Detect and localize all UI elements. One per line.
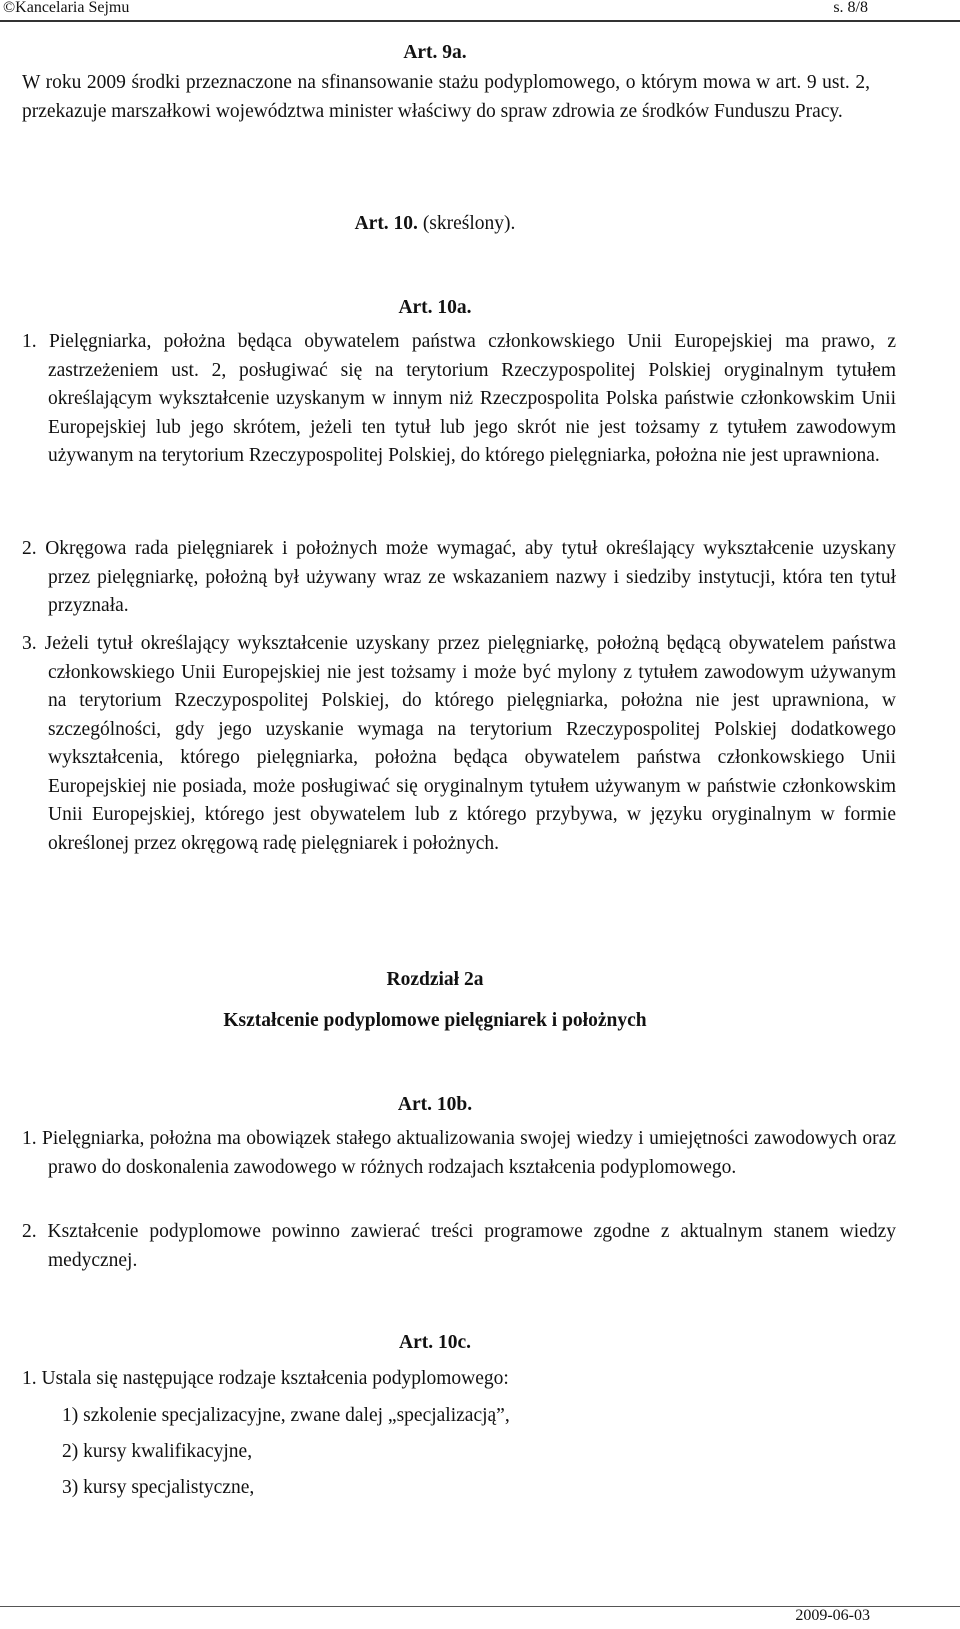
art-10c-paragraph-1: 1. Ustala się następujące rodzaje kształcenia podyplomowego: [22, 1368, 509, 1389]
art-10b-paragraph-2: 2. Kształcenie podyplomowe powinno zawierać treści programowe zgodne z aktualnym stanem wiedzy medycznej. [22, 1221, 896, 1271]
art-10-title: Art. 10. [354, 213, 418, 234]
page-footer [0, 1606, 960, 1629]
footer-date: 2009-06-03 [795, 1607, 870, 1624]
page-header [0, 0, 960, 22]
page-number: s. 8/8 [833, 0, 868, 16]
art-10a-paragraph-1: 1. Pielęgniarka, położna będąca obywatelem państwa członkowskiego Unii Europejskiej ma prawo, z zastrzeżeniem ust. 2, posługiwać się na terytorium Rzeczypospolitej Polskiej oryginalnym tytułem określającym wykształcenie uzyskanym w innym niż Rzeczpospolita Polska państwie członkowskim Unii Europejskiej lub jego skrótem, jeżeli ten tytuł lub jego skrót nie jest tożsamy z tytułem zawodowym używanym na terytorium Rzeczypospolitej Polskiej, do którego pielęgniarka, położna nie jest uprawniona. [22, 331, 896, 466]
chapter-number: Rozdział 2a [386, 969, 484, 990]
art-10a-title: Art. 10a. [398, 297, 472, 318]
art-10b-title: Art. 10b. [397, 1094, 473, 1115]
art-10-heading [0, 213, 870, 235]
art-10a-paragraph-2: 2. Okręgowa rada pielęgniarek i położnych może wymagać, aby tytuł określający wykształcenie uzyskany przez pielęgniarkę, położną był używany wraz ze wskazaniem nazwy i siedziby instytucji, która ten tytuł przyznała. [22, 538, 896, 616]
art-10a-paragraph-3: 3. Jeżeli tytuł określający wykształcenie uzyskany przez pielęgniarkę, położną będącą obywatelem państwa członkowskiego Unii Europejskiej nie jest tożsamy i może być mylony z tytułem zawodowym używanym na terytorium Rzeczypospolitej Polskiej, do którego pielęgniarka, położna nie jest uprawniona, w szczególności, gdy jego uzyskanie wymaga na terytorium Rzeczypospolitej Polskiej dodatkowego wykształcenia, którego pielęgniarka, położna będąca obywatelem państwa członkowskiego Unii Europejskiej nie posiada, może posługiwać się oryginalnym tytułem używanym w państwie członkowskim Unii Europejskiej, którego jest obywatelem lub z którego przybywa, w języku oryginalnym w formie określonej przez okręgową radę pielęgniarek i położnych. [22, 633, 896, 854]
chapter-title: Kształcenie podyplomowe pielęgniarek i położnych [223, 1010, 647, 1031]
art-10c-title: Art. 10c. [398, 1332, 471, 1353]
art-10-note: (skreślony). [422, 213, 516, 234]
art-9a-title: Art. 9a. [403, 42, 467, 63]
art-10c-list-item: 2) kursy kwalifikacyjne, [62, 1441, 253, 1462]
art-10c-list-item: 1) szkolenie specjalizacyjne, zwane dalej „specjalizacją”, [62, 1405, 510, 1426]
art-9a-text: W roku 2009 środki przeznaczone na sfinansowanie stażu podyplomowego, o którym mowa w art. 9 ust. 2, przekazuje marszałkowi województwa minister właściwy do spraw zdrowia ze środków Funduszu Pracy. [22, 72, 870, 122]
copyright-label: ©Kancelaria Sejmu [3, 0, 130, 16]
art-10b-paragraph-1: 1. Pielęgniarka, położna ma obowiązek stałego aktualizowania swojej wiedzy i umiejętności zawodowych oraz prawo do doskonalenia zawodowego w różnych rodzajach kształcenia podyplomowego. [22, 1128, 896, 1178]
art-10c-list-item: 3) kursy specjalistyczne, [62, 1477, 255, 1498]
